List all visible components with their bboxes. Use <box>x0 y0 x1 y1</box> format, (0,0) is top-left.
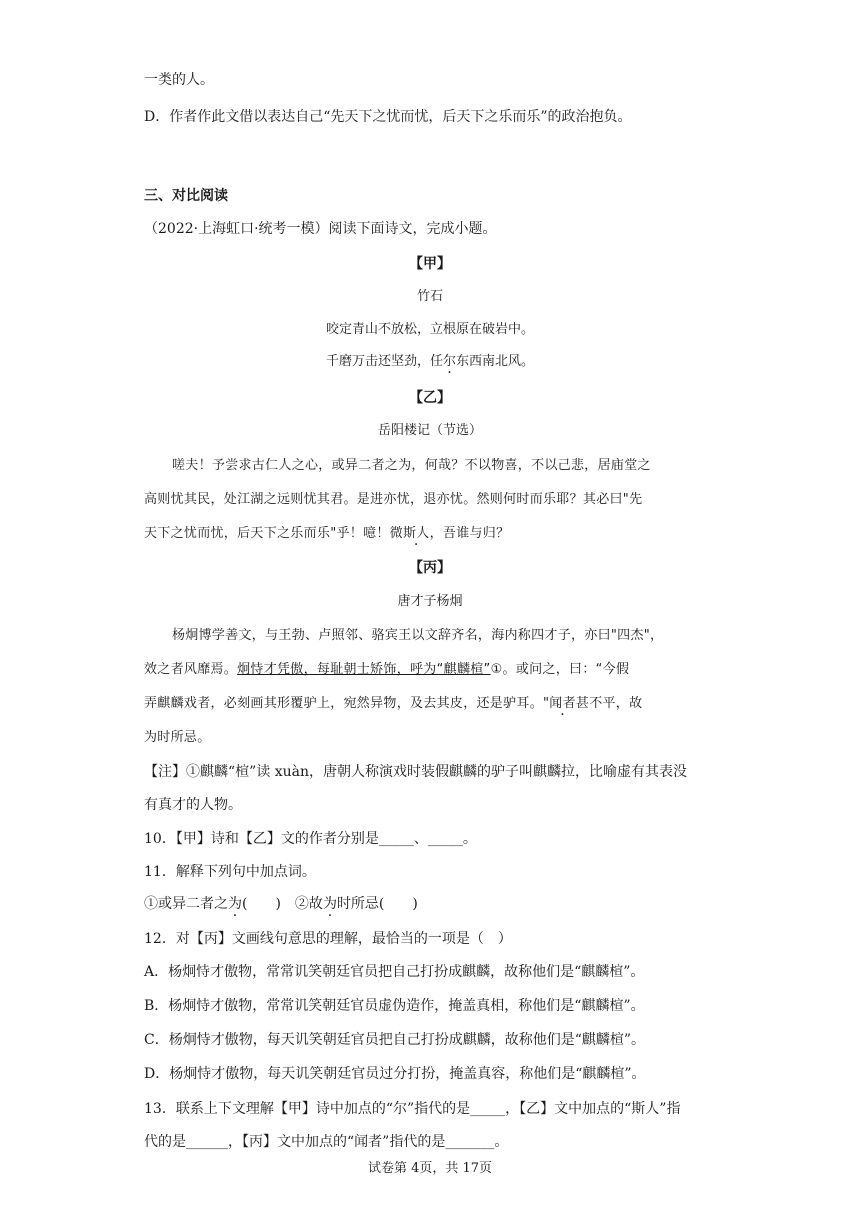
bio-line-3-a: 弄麒麟戏者，必刻画其形覆驴上，宛然异物，及去其皮，还是驴耳。" <box>144 696 550 711</box>
question-13-line-1: 13．联系上下文理解【甲】诗中加点的“尔”指代的是_____，【乙】文中加点的“斯人”指 <box>144 1101 681 1117</box>
essay-line-3-b: ，吾谁与归？ <box>429 526 510 541</box>
option-c: C．杨炯恃才傲物，每天讥笑朝廷官员把自己打扮成麒麟，故称他们是“麒麟楦”。 <box>144 1032 646 1048</box>
question-11-items <box>144 894 418 914</box>
bio-title: 唐才子杨炯 <box>397 594 463 609</box>
option-b: B．杨炯恃才傲物，常常讥笑朝廷官员虚伪造作，掩盖真相，称他们是“麒麟楦”。 <box>144 998 645 1014</box>
poem-line-2 <box>0 352 860 372</box>
bio-line-2 <box>144 660 716 680</box>
essay-line-2: 高则忧其民，处江湖之远则忧其君。是进亦忧，退亦忧。然则何时而乐耶？其必曰"先 <box>144 492 643 507</box>
option-d-line: D．作者作此文借以表达自己“先天下之忧而忧，后天下之乐而乐”的政治抱负。 <box>144 109 632 125</box>
bio-line-4: 为时所忌。 <box>144 730 211 745</box>
note-line-1: 【注】①麒麟“楦”读 xuàn，唐朝人称演戏时装假麒麟的驴子叫麒麟拉，比喻虚有其表没 <box>144 764 688 780</box>
underlined-sentence: 炯恃才凭傲，每耻朝士矫饰，呼为“麒麟楦” <box>237 662 491 677</box>
bio-line-3-b: 甚不平，故 <box>575 696 643 711</box>
jia-tag: 【甲】 <box>409 256 451 272</box>
question-11: 11．解释下列句中加点词。 <box>144 864 316 880</box>
text-line: 一类的人。 <box>144 72 214 88</box>
poem-line-1: 咬定青山不放松，立根原在破岩中。 <box>325 322 534 337</box>
question-10: 10．【甲】诗和【乙】文的作者分别是_____、_____。 <box>144 831 477 847</box>
question-12: 12．对【丙】文画线句意思的理解，最恰当的一项是（ ） <box>144 931 512 947</box>
yi-tag: 【乙】 <box>409 390 451 406</box>
essay-line-1: 嗟夫！予尝求古仁人之心，或异二者之为，何哉？不以物喜，不以己悲，居庙堂之 <box>172 458 651 473</box>
poem-title: 竹石 <box>416 289 443 304</box>
section-heading: 三、对比阅读 <box>144 188 228 204</box>
q11-item-1: ①或异二者之 <box>144 896 228 912</box>
q11-item-1-blank: ( ) ②故 <box>242 896 323 912</box>
note-line-2: 有真才的人物。 <box>144 797 242 813</box>
bio-line-3 <box>144 694 716 714</box>
dotted-word-wenzhe: 闻者 <box>549 696 576 711</box>
dotted-word-siren: 斯人 <box>402 526 430 541</box>
dotted-word-wei-1: 为 <box>228 896 242 912</box>
essay-title: 岳阳楼记（节选） <box>377 423 482 438</box>
dotted-word-er: 尔 <box>442 354 456 369</box>
essay-line-3 <box>144 524 716 544</box>
poem-line-2-b: 东西南北风。 <box>456 354 535 369</box>
page-footer: 试卷第 4页，共 17页 <box>367 1161 493 1176</box>
dotted-word-wei-2: 为 <box>322 896 337 912</box>
option-a: A．杨炯恃才傲物，常常讥笑朝廷官员把自己打扮成麒麟，故称他们是“麒麟楦”。 <box>144 964 645 980</box>
bing-tag: 【丙】 <box>409 560 451 576</box>
bio-line-2-a: 效之者风靡焉。 <box>144 662 238 677</box>
poem-line-2-a: 千磨万击还坚劲，任 <box>325 354 443 369</box>
essay-line-3-a: 天下之忧而忧，后天下之乐而乐"乎！噫！微 <box>144 526 403 541</box>
option-d: D．杨炯恃才傲物，每天讥笑朝廷官员过分打扮，掩盖真容，称他们是“麒麟楦”。 <box>144 1066 646 1082</box>
bio-line-1: 杨炯博学善文，与王勃、卢照邻、骆宾王以文辞齐名，海内称四才子，亦曰"四杰"， <box>172 628 664 643</box>
q11-item-2-blank: 时所忌( ) <box>336 896 418 912</box>
section-intro: （2022·上海虹口·统考一模）阅读下面诗文，完成小题。 <box>144 221 497 237</box>
bio-line-2-b: ①。或问之，曰：“今假 <box>490 662 630 677</box>
question-13-line-2: 代的是______，【丙】文中加点的“闻者”指代的是_______。 <box>144 1134 509 1150</box>
